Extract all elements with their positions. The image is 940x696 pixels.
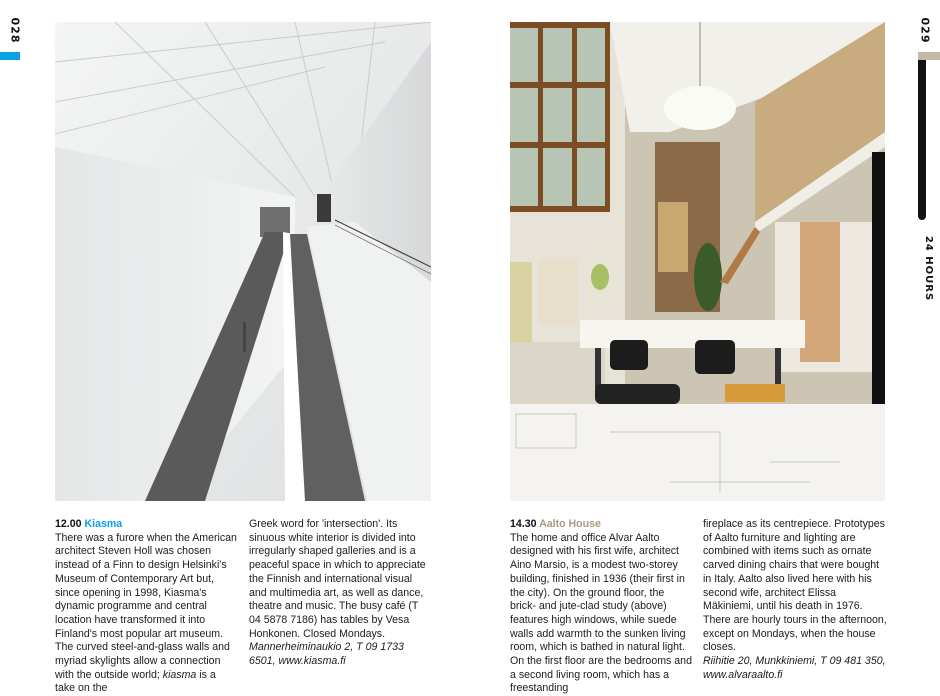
kiasma-photo [55,22,431,501]
aalto-house-photo [510,22,885,501]
section-label: 24 HOURS [923,235,935,302]
kiasma-heading: 12.00 Kiasma [55,518,123,530]
aalto-heading: 14.30 Aalto House [510,518,601,530]
kiasma-address: Mannerheiminaukio 2, T 09 1733 6501, www.kiasma.fi [249,641,404,668]
accent-bar-left [0,52,20,60]
section-thumb-tab [918,52,940,220]
page-number-right: 029 [918,17,932,44]
kiasma-text-col-2 [249,518,432,669]
kiasma-text-col-1 [55,518,237,696]
kiasma-body-cont: Greek word for 'intersection'. Its sinuous white interior is divided into irregularly shaped galleries and is a peaceful space in which to appreciate the Finnish and international visual and multimedia art, as well as dance, theatre and music. The busy café (T 04 5878 7186) has tables by Vesa Honkonen. Closed Mondays. [249,518,426,640]
aalto-text-col-1 [510,518,692,696]
aalto-body-cont: fireplace as its centrepiece. Prototypes of Aalto furniture and lighting are combined with items such as ornate carved dining chairs that were bought in Italy. Aalto also lived here with his second wife, architect Elissa Mäkiniemi, until his death in 1976. There are hourly tours in the afternoon, except on Mondays, when the house closes. [703,518,887,654]
aalto-text-col-2 [703,518,887,682]
page-number-left: 028 [8,17,22,44]
aalto-address: Riihitie 20, Munkkiniemi, T 09 481 350, www.alvaraalto.fi [703,655,886,681]
kiasma-body: There was a furore when the American architect Steven Holl was chosen instead of a Finn to design Helsinki's Museum of Contemporary Art but, since opening in 1998, Kiasma's dynamic programme and central location have transformed it into Finland's most popular art museum. The curved steel-and-glass walls and myriad skylights allow a connection with the outside world; kiasma is a take on the [55,531,237,695]
aalto-body: The home and office Alvar Aalto designed with his first wife, architect Aino Marsio, is a modest two-storey building, finished in 1936 (their first in the city). On the ground floor, the brick- and jute-clad study (above) features high windows, while suede walls add warmth to the sunken living room, which is bathed in natural light. On the first floor are the bedrooms and a second living room, which has a freestanding [510,531,692,695]
